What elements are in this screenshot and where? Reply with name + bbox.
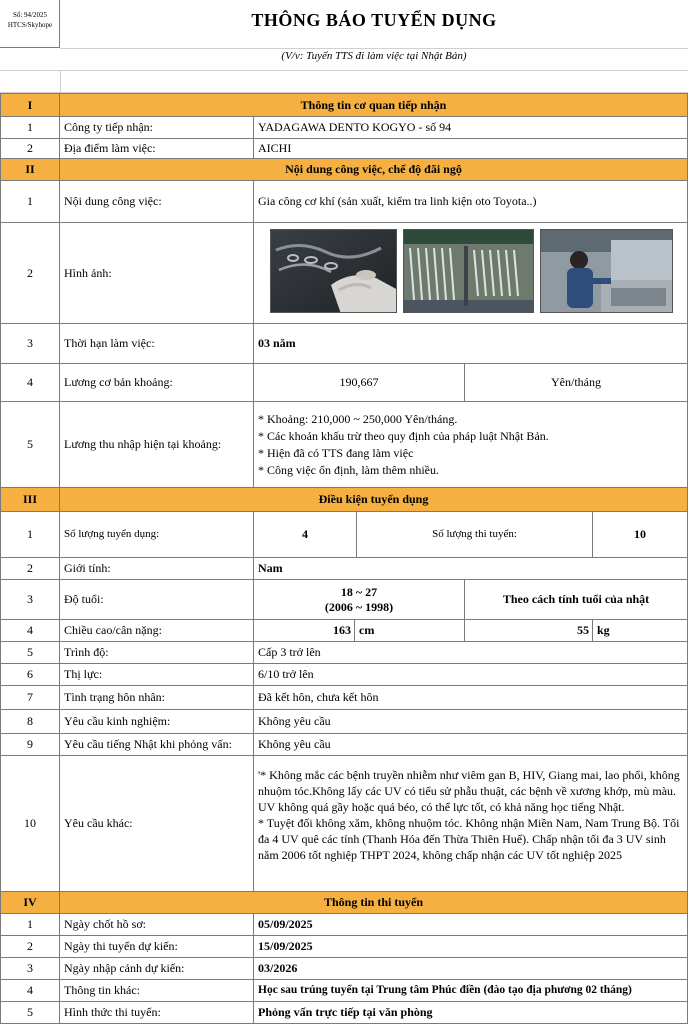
s2-salary-unit: Yên/tháng bbox=[465, 364, 688, 402]
s2-salary-no: 4 bbox=[0, 364, 60, 402]
s3-age-range-cell bbox=[254, 580, 465, 620]
s4-row3-no: 3 bbox=[0, 958, 60, 980]
s4-row2-no: 2 bbox=[0, 936, 60, 958]
page-title: THÔNG BÁO TUYỂN DỤNG bbox=[251, 10, 497, 30]
s3-edu-value: Cấp 3 trở lên bbox=[254, 642, 688, 664]
s3-other-no: 10 bbox=[0, 756, 60, 892]
s4-row3-value: 03/2026 bbox=[254, 958, 688, 980]
s2-images-label: Hình ảnh: bbox=[60, 223, 254, 324]
s3-vision-value: 6/10 trở lên bbox=[254, 664, 688, 686]
s1-row2-value: AICHI bbox=[254, 139, 688, 159]
age-years: (2006 ~ 1998) bbox=[324, 599, 394, 614]
s3-exam-label: Số lượng thi tuyển: bbox=[357, 512, 593, 558]
s3-age-note: Theo cách tính tuổi của nhật bbox=[465, 580, 688, 620]
section-3-roman: III bbox=[0, 488, 60, 512]
work-photo-3 bbox=[540, 229, 673, 313]
income-line: * Các khoản khấu trừ theo quy định của pháp luật Nhật Bản. bbox=[258, 429, 549, 443]
s2-income-no: 5 bbox=[0, 402, 60, 488]
section-2-roman: II bbox=[0, 159, 60, 181]
s3-exp-label: Yêu cầu kinh nghiệm: bbox=[60, 710, 254, 734]
s1-row1-value: YADAGAWA DENTO KOGYO - số 94 bbox=[254, 117, 688, 139]
income-line: * Hiện đã có TTS đang làm việc bbox=[258, 446, 414, 460]
s3-other-notes bbox=[254, 756, 688, 892]
s3-qty-no: 1 bbox=[0, 512, 60, 558]
doc-number-cell bbox=[0, 0, 60, 48]
s4-row5-value: Phỏng vấn trực tiếp tại văn phòng bbox=[254, 1002, 688, 1024]
s2-salary-label: Lương cơ bản khoảng: bbox=[60, 364, 254, 402]
s4-row5-no: 5 bbox=[0, 1002, 60, 1024]
s1-row2-label: Địa điểm làm việc: bbox=[60, 139, 254, 159]
work-photo-2 bbox=[403, 229, 534, 313]
s3-other-label: Yêu cầu khác: bbox=[60, 756, 254, 892]
s3-gender-value: Nam bbox=[254, 558, 688, 580]
income-line: * Công việc ổn định, làm thêm nhiều. bbox=[258, 463, 439, 477]
s4-row5-label: Hình thức thi tuyển: bbox=[60, 1002, 254, 1024]
s3-marital-value: Đã kết hôn, chưa kết hôn bbox=[254, 686, 688, 710]
work-photo-1 bbox=[270, 229, 397, 313]
s3-body-no: 4 bbox=[0, 620, 60, 642]
s3-qty-label: Số lượng tuyển dụng: bbox=[60, 512, 254, 558]
doc-number: Số: 94/2025 bbox=[12, 11, 48, 19]
s4-row4-label: Thông tin khác: bbox=[60, 980, 254, 1002]
s2-images-no: 2 bbox=[0, 223, 60, 324]
s2-term-no: 3 bbox=[0, 324, 60, 364]
s3-marital-label: Tình trạng hôn nhân: bbox=[60, 686, 254, 710]
s4-row2-label: Ngày thi tuyển dự kiến: bbox=[60, 936, 254, 958]
other-requirement-1: '* Không mắc các bệnh truyền nhiễm như viêm gan B, HIV, Giang mai, lao phổi, không nhuộm tóc.Không lấy các UV có tiểu sử phẫu thuật, các bệnh về xương khớp, mù màu. UV không quá gầy hoặc quá béo, có thể lực tốt, có khả năng học tiếng Nhật. bbox=[258, 768, 680, 814]
s2-job-no: 1 bbox=[0, 181, 60, 223]
s3-qty-value: 4 bbox=[254, 512, 357, 558]
s2-income-label: Lương thu nhập hiện tại khoảng: bbox=[60, 402, 254, 488]
s2-term-value: 03 năm bbox=[254, 324, 688, 364]
section-1-roman: I bbox=[0, 93, 60, 117]
page-subtitle: (V/v: Tuyển TTS đi làm việc tại Nhật Bản) bbox=[281, 50, 467, 62]
s3-gender-no: 2 bbox=[0, 558, 60, 580]
s4-row3-label: Ngày nhập cảnh dự kiến: bbox=[60, 958, 254, 980]
s3-exp-no: 8 bbox=[0, 710, 60, 734]
section-4-roman: IV bbox=[0, 892, 60, 914]
s1-row1-label: Công ty tiếp nhận: bbox=[60, 117, 254, 139]
s2-salary-value: 190,667 bbox=[254, 364, 465, 402]
s4-row4-no: 4 bbox=[0, 980, 60, 1002]
s3-gender-label: Giới tính: bbox=[60, 558, 254, 580]
s4-row1-no: 1 bbox=[0, 914, 60, 936]
s3-height-unit: cm bbox=[355, 620, 465, 642]
s2-job-value: Gia công cơ khí (sản xuất, kiểm tra linh kiện oto Toyota..) bbox=[254, 181, 688, 223]
s3-exam-value: 10 bbox=[593, 512, 688, 558]
s3-marital-no: 7 bbox=[0, 686, 60, 710]
s2-term-label: Thời hạn làm việc: bbox=[60, 324, 254, 364]
s4-row2-value: 15/09/2025 bbox=[254, 936, 688, 958]
s3-weight-value: 55 bbox=[465, 620, 593, 642]
s2-job-label: Nội dung công việc: bbox=[60, 181, 254, 223]
s1-row1-no: 1 bbox=[0, 117, 60, 139]
s3-weight-unit: kg bbox=[593, 620, 688, 642]
section-3-title: Điều kiện tuyển dụng bbox=[60, 488, 688, 512]
s3-vision-no: 6 bbox=[0, 664, 60, 686]
section-2-title: Nội dung công việc, chế độ đãi ngộ bbox=[60, 159, 688, 181]
other-requirement-2: * Tuyệt đối không xăm, không nhuộm tóc. Không nhận Miền Nam, Nam Trung Bộ. Tối đa 4 UV quê các tỉnh (Thanh Hóa đến Thừa Thiên Huế). Chấp nhận tối đa 3 UV sinh năm 2006 tốt nghiệp THPT 2024, không chấp nhận các UV tốt nghiệp 2025 bbox=[258, 816, 680, 862]
s3-jp-no: 9 bbox=[0, 734, 60, 756]
s3-jp-value: Không yêu cầu bbox=[254, 734, 688, 756]
s4-row4-value: Học sau trúng tuyển tại Trung tâm Phúc điền (đào tạo địa phương 02 tháng) bbox=[254, 980, 688, 1002]
section-1-title: Thông tin cơ quan tiếp nhận bbox=[60, 93, 688, 117]
s1-row2-no: 2 bbox=[0, 139, 60, 159]
age-range: 18 ~ 27 bbox=[340, 584, 378, 599]
s3-exp-value: Không yêu cầu bbox=[254, 710, 688, 734]
income-line: * Khoảng: 210,000 ~ 250,000 Yên/tháng. bbox=[258, 412, 458, 426]
s4-row1-value: 05/09/2025 bbox=[254, 914, 688, 936]
doc-org: HTCS/Skyhope bbox=[7, 21, 53, 29]
s3-vision-label: Thị lực: bbox=[60, 664, 254, 686]
s3-body-label: Chiều cao/cân nặng: bbox=[60, 620, 254, 642]
section-4-title: Thông tin thi tuyển bbox=[60, 892, 688, 914]
s4-row1-label: Ngày chốt hồ sơ: bbox=[60, 914, 254, 936]
s2-income-notes bbox=[254, 402, 688, 488]
s3-age-label: Độ tuổi: bbox=[60, 580, 254, 620]
s3-edu-label: Trình độ: bbox=[60, 642, 254, 664]
s3-edu-no: 5 bbox=[0, 642, 60, 664]
s3-jp-label: Yêu cầu tiếng Nhật khi phỏng vấn: bbox=[60, 734, 254, 756]
s3-height-value: 163 bbox=[254, 620, 355, 642]
s3-age-no: 3 bbox=[0, 580, 60, 620]
